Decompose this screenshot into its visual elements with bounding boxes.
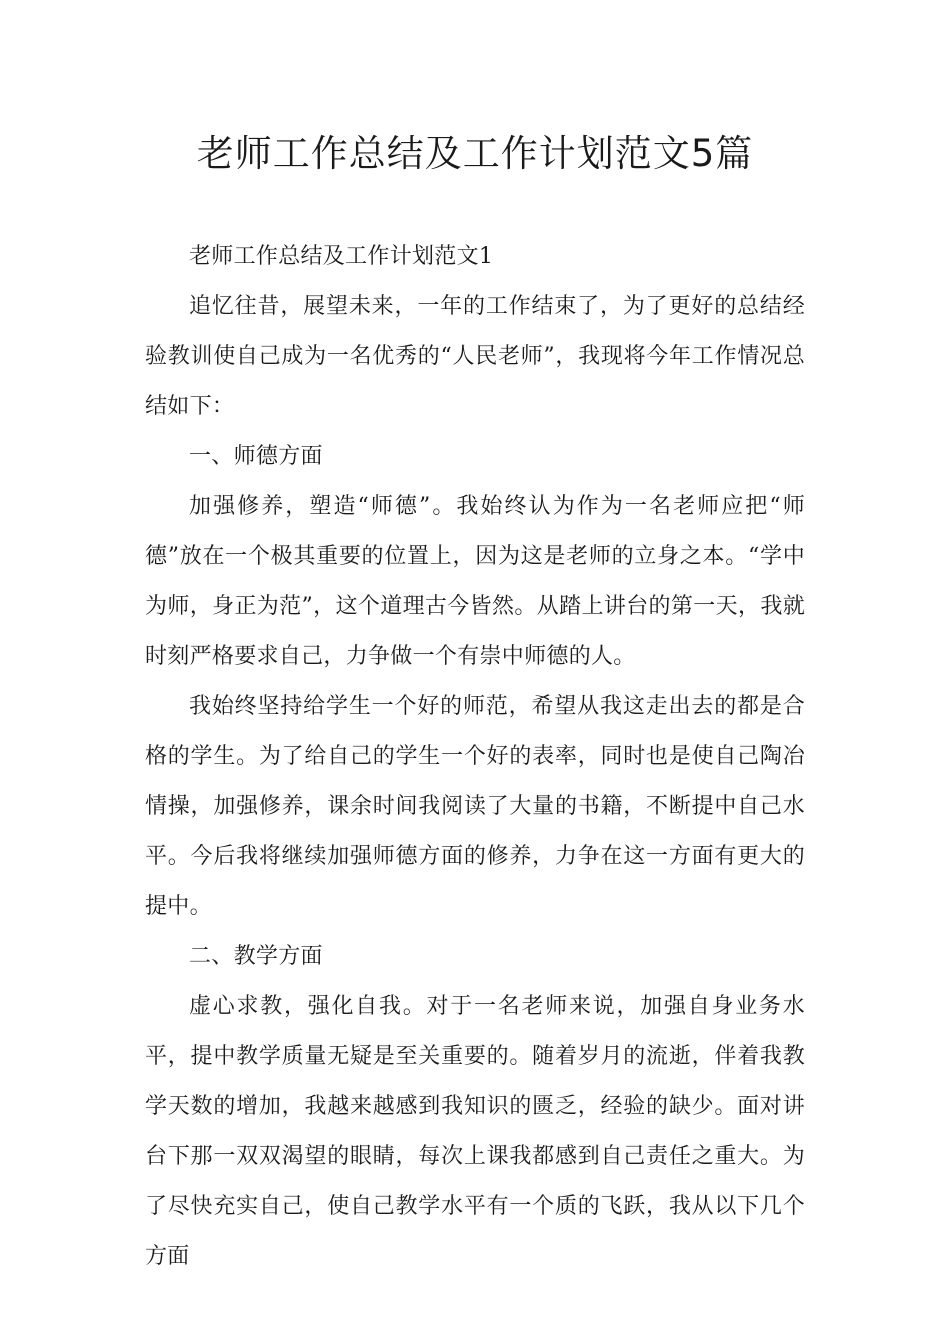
- document-title: 老师工作总结及工作计划范文5篇: [196, 132, 754, 175]
- body-paragraph: 追忆往昔，展望未来，一年的工作结束了，为了更好的总结经验教训使自己成为一名优秀的“人民老师”，我现将今年工作情况总结如下：: [145, 294, 805, 419]
- section-heading: 一、师德方面: [189, 444, 323, 469]
- section-heading: 老师工作总结及工作计划范文1: [189, 244, 494, 269]
- body-paragraph: 我始终坚持给学生一个好的师范，希望从我这走出去的都是合格的学生。为了给自己的学生一个好的表率，同时也是使自己陶冶情操，加强修养，课余时间我阅读了大量的书籍，不断提中自己水平。今后我将继续加强师德方面的修养，力争在这一方面有更大的提中。: [145, 694, 805, 919]
- document-body: [145, 232, 805, 1282]
- body-paragraph: 加强修养，塑造“师德”。我始终认为作为一名老师应把“师德”放在一个极其重要的位置上，因为这是老师的立身之本。“学中为师，身正为范”，这个道理古今皆然。从踏上讲台的第一天，我就时刻严格要求自己，力争做一个有崇中师德的人。: [145, 494, 805, 669]
- section-heading: 二、教学方面: [189, 944, 323, 969]
- body-paragraph: 虚心求教，强化自我。对于一名老师来说，加强自身业务水平，提中教学质量无疑是至关重要的。随着岁月的流逝，伴着我教学天数的增加，我越来越感到我知识的匮乏，经验的缺少。面对讲台下那一双双渴望的眼睛，每次上课我都感到自己责任之重大。为了尽快充实自己，使自己教学水平有一个质的飞跃，我从以下几个方面: [145, 994, 805, 1269]
